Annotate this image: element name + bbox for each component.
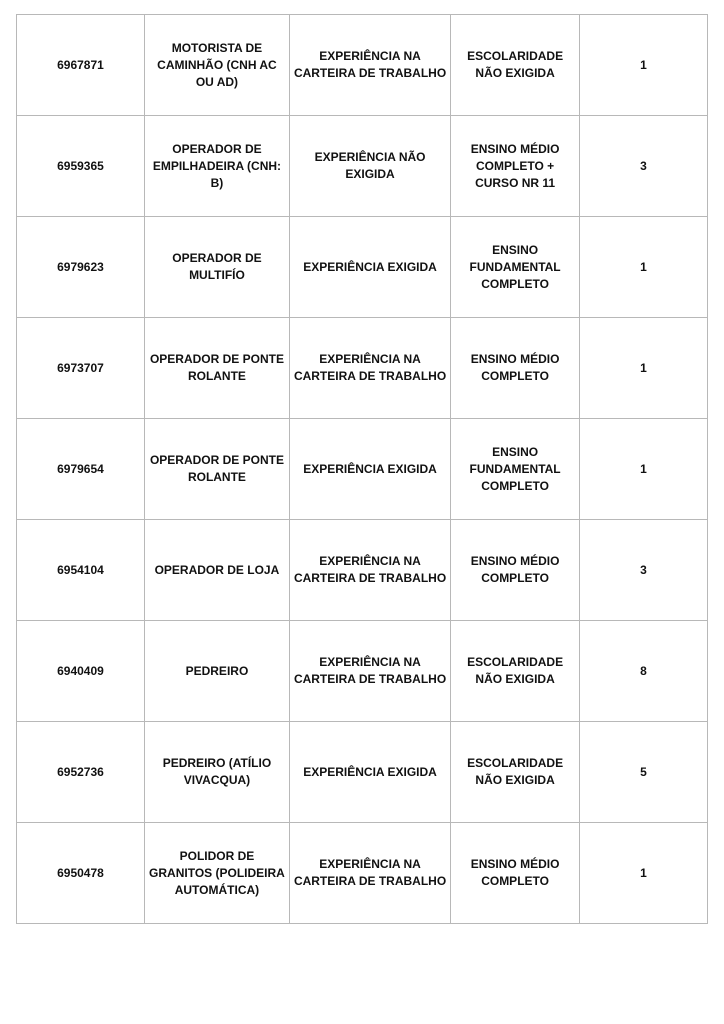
- education-requirement-cell: ENSINO FUNDAMENTAL COMPLETO: [451, 217, 580, 318]
- education-requirement-cell: ESCOLARIDADE NÃO EXIGIDA: [451, 621, 580, 722]
- job-title-cell: OPERADOR DE PONTE ROLANTE: [144, 419, 289, 520]
- experience-requirement-cell: EXPERIÊNCIA EXIGIDA: [289, 722, 450, 823]
- experience-requirement-cell: EXPERIÊNCIA NA CARTEIRA DE TRABALHO: [289, 823, 450, 924]
- table-row: [17, 722, 708, 823]
- experience-requirement-cell: EXPERIÊNCIA EXIGIDA: [289, 217, 450, 318]
- vacancy-count-cell: 1: [580, 15, 708, 116]
- table-row: [17, 621, 708, 722]
- vacancy-code-cell: 6952736: [17, 722, 145, 823]
- education-requirement-cell: ENSINO MÉDIO COMPLETO: [451, 520, 580, 621]
- vacancy-code-cell: 6967871: [17, 15, 145, 116]
- vacancy-count-cell: 3: [580, 116, 708, 217]
- experience-requirement-cell: EXPERIÊNCIA NÃO EXIGIDA: [289, 116, 450, 217]
- vacancy-code-cell: 6973707: [17, 318, 145, 419]
- job-title-cell: OPERADOR DE EMPILHADEIRA (CNH: B): [144, 116, 289, 217]
- education-requirement-cell: ENSINO FUNDAMENTAL COMPLETO: [451, 419, 580, 520]
- job-title-cell: PEDREIRO (ATÍLIO VIVACQUA): [144, 722, 289, 823]
- vacancy-code-cell: 6950478: [17, 823, 145, 924]
- table-row: [17, 217, 708, 318]
- education-requirement-cell: ESCOLARIDADE NÃO EXIGIDA: [451, 15, 580, 116]
- job-title-cell: PEDREIRO: [144, 621, 289, 722]
- job-vacancies-table: [16, 14, 708, 924]
- vacancy-count-cell: 1: [580, 217, 708, 318]
- education-requirement-cell: ENSINO MÉDIO COMPLETO: [451, 823, 580, 924]
- vacancy-count-cell: 8: [580, 621, 708, 722]
- job-title-cell: MOTORISTA DE CAMINHÃO (CNH AC OU AD): [144, 15, 289, 116]
- table-row: [17, 116, 708, 217]
- experience-requirement-cell: EXPERIÊNCIA NA CARTEIRA DE TRABALHO: [289, 15, 450, 116]
- vacancy-count-cell: 5: [580, 722, 708, 823]
- vacancy-count-cell: 1: [580, 823, 708, 924]
- vacancy-code-cell: 6979654: [17, 419, 145, 520]
- job-title-cell: OPERADOR DE LOJA: [144, 520, 289, 621]
- vacancy-code-cell: 6954104: [17, 520, 145, 621]
- table-row: [17, 520, 708, 621]
- experience-requirement-cell: EXPERIÊNCIA NA CARTEIRA DE TRABALHO: [289, 520, 450, 621]
- vacancy-count-cell: 1: [580, 318, 708, 419]
- job-title-cell: POLIDOR DE GRANITOS (POLIDEIRA AUTOMÁTICA): [144, 823, 289, 924]
- vacancy-code-cell: 6959365: [17, 116, 145, 217]
- education-requirement-cell: ENSINO MÉDIO COMPLETO: [451, 318, 580, 419]
- education-requirement-cell: ENSINO MÉDIO COMPLETO + CURSO NR 11: [451, 116, 580, 217]
- job-title-cell: OPERADOR DE PONTE ROLANTE: [144, 318, 289, 419]
- vacancy-count-cell: 1: [580, 419, 708, 520]
- table-row: [17, 419, 708, 520]
- table-row: [17, 318, 708, 419]
- table-row: [17, 15, 708, 116]
- vacancy-code-cell: 6940409: [17, 621, 145, 722]
- vacancy-count-cell: 3: [580, 520, 708, 621]
- vacancy-code-cell: 6979623: [17, 217, 145, 318]
- experience-requirement-cell: EXPERIÊNCIA EXIGIDA: [289, 419, 450, 520]
- table-row: [17, 823, 708, 924]
- job-title-cell: OPERADOR DE MULTIFÍO: [144, 217, 289, 318]
- experience-requirement-cell: EXPERIÊNCIA NA CARTEIRA DE TRABALHO: [289, 621, 450, 722]
- education-requirement-cell: ESCOLARIDADE NÃO EXIGIDA: [451, 722, 580, 823]
- experience-requirement-cell: EXPERIÊNCIA NA CARTEIRA DE TRABALHO: [289, 318, 450, 419]
